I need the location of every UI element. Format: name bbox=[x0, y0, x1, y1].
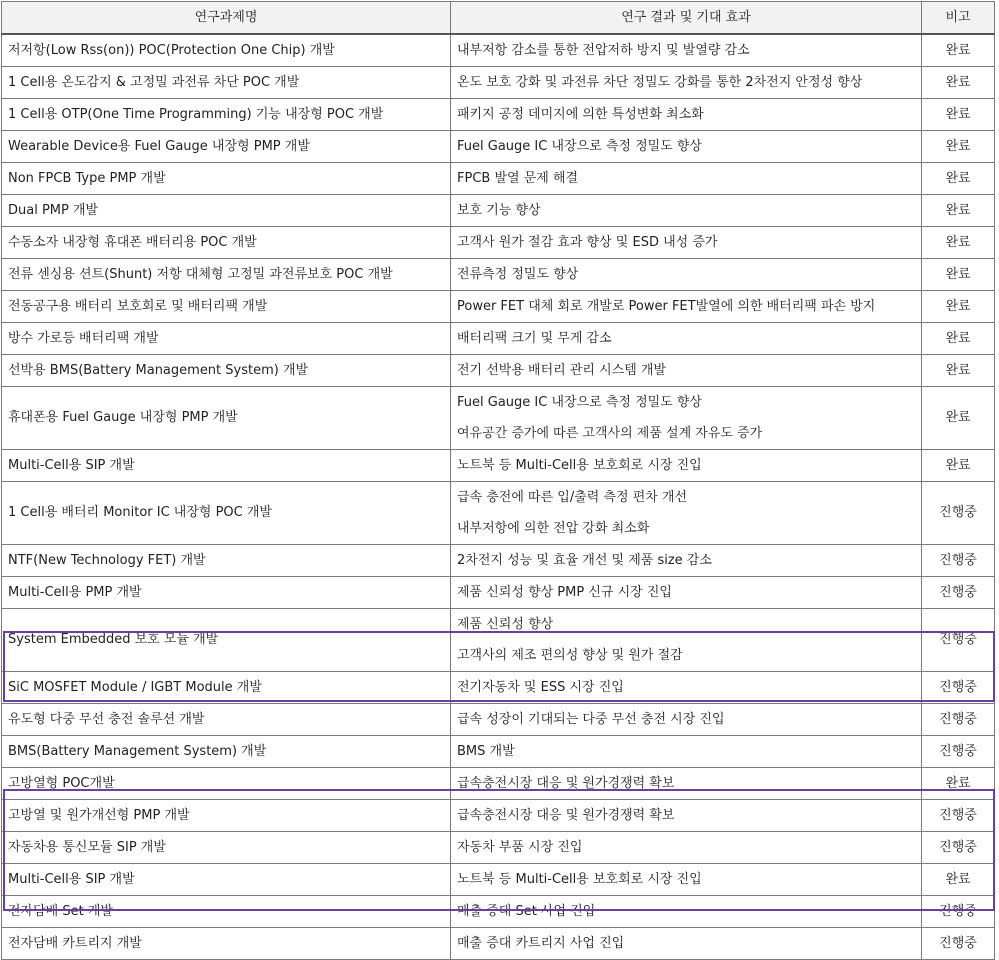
results-cell bbox=[451, 131, 922, 163]
result-line: 제품 신뢰성 향상 bbox=[457, 617, 554, 632]
project-name-cell: 수동소자 내장형 휴대폰 배터리용 POC 개발 bbox=[2, 227, 451, 259]
status-cell: 진행중 bbox=[922, 704, 995, 736]
table-row bbox=[2, 131, 995, 163]
result-line: 급속 충전에 따른 입/출력 측정 편차 개선 bbox=[457, 490, 688, 505]
result-line: Fuel Gauge IC 내장으로 측정 정밀도 향상 bbox=[457, 139, 702, 154]
results-cell bbox=[451, 800, 922, 832]
header-status: 비고 bbox=[922, 2, 995, 35]
project-name-cell: 전자담배 카트리지 개발 bbox=[2, 928, 451, 960]
results-cell bbox=[451, 227, 922, 259]
result-line: 내부저항에 의한 전압 강화 최소화 bbox=[457, 521, 650, 536]
table-row bbox=[2, 864, 995, 896]
table-row bbox=[2, 704, 995, 736]
status-cell: 진행중 bbox=[922, 928, 995, 960]
results-cell bbox=[451, 832, 922, 864]
table-row bbox=[2, 482, 995, 545]
status-cell: 완료 bbox=[922, 227, 995, 259]
status-cell: 완료 bbox=[922, 323, 995, 355]
results-cell bbox=[451, 291, 922, 323]
status-cell: 완료 bbox=[922, 195, 995, 227]
results-cell bbox=[451, 355, 922, 387]
status-cell: 완료 bbox=[922, 67, 995, 99]
results-cell bbox=[451, 896, 922, 928]
project-name-cell: Multi-Cell용 SIP 개발 bbox=[2, 450, 451, 482]
results-cell bbox=[451, 768, 922, 800]
result-line: 여유공간 증가에 따른 고객사의 제품 설계 자유도 증가 bbox=[457, 426, 763, 441]
header-project: 연구과제명 bbox=[2, 2, 451, 35]
status-cell: 진행중 bbox=[922, 545, 995, 577]
results-cell bbox=[451, 259, 922, 291]
result-line: 매출 증대 Set 사업 진입 bbox=[457, 904, 596, 919]
project-name-cell: Multi-Cell용 SIP 개발 bbox=[2, 864, 451, 896]
status-cell: 진행중 bbox=[922, 832, 995, 864]
project-name-cell: 전동공구용 배터리 보호회로 및 배터리팩 개발 bbox=[2, 291, 451, 323]
results-cell bbox=[451, 577, 922, 609]
project-name-cell: Non FPCB Type PMP 개발 bbox=[2, 163, 451, 195]
result-line: FPCB 발열 문제 해결 bbox=[457, 171, 579, 186]
project-name-cell: 전류 센싱용 션트(Shunt) 저항 대체형 고정밀 과전류보호 POC 개발 bbox=[2, 259, 451, 291]
status-cell: 완료 bbox=[922, 387, 995, 450]
result-line: 자동차 부품 시장 진입 bbox=[457, 840, 583, 855]
results-cell bbox=[451, 195, 922, 227]
status-cell: 완료 bbox=[922, 768, 995, 800]
table-row bbox=[2, 800, 995, 832]
project-name-cell: Wearable Device용 Fuel Gauge 내장형 PMP 개발 bbox=[2, 131, 451, 163]
results-cell bbox=[451, 928, 922, 960]
table-row bbox=[2, 67, 995, 99]
table-row bbox=[2, 450, 995, 482]
status-cell: 완료 bbox=[922, 355, 995, 387]
project-name-cell: System Embedded 보호 모듈 개발 bbox=[2, 609, 451, 672]
project-name-cell: 전자담배 Set 개발 bbox=[2, 896, 451, 928]
results-cell bbox=[451, 99, 922, 131]
project-name-cell: 1 Cell용 온도감지 & 고정밀 과전류 차단 POC 개발 bbox=[2, 67, 451, 99]
project-name-cell: BMS(Battery Management System) 개발 bbox=[2, 736, 451, 768]
results-cell bbox=[451, 609, 922, 672]
project-name-cell: SiC MOSFET Module / IGBT Module 개발 bbox=[2, 672, 451, 704]
status-cell: 완료 bbox=[922, 259, 995, 291]
result-line: 고객사 원가 절감 효과 향상 및 ESD 내성 증가 bbox=[457, 235, 718, 250]
project-name-cell: 방수 가로등 배터리팩 개발 bbox=[2, 323, 451, 355]
project-name-cell: 선박용 BMS(Battery Management System) 개발 bbox=[2, 355, 451, 387]
table-row bbox=[2, 323, 995, 355]
result-line: BMS 개발 bbox=[457, 744, 515, 759]
status-cell: 진행중 bbox=[922, 577, 995, 609]
status-cell: 완료 bbox=[922, 34, 995, 67]
project-name-cell: 1 Cell용 배터리 Monitor IC 내장형 POC 개발 bbox=[2, 482, 451, 545]
table-row bbox=[2, 163, 995, 195]
table-body bbox=[2, 34, 995, 960]
result-line: 노트북 등 Multi-Cell용 보호회로 시장 진입 bbox=[457, 872, 702, 887]
project-name-cell: 1 Cell용 OTP(One Time Programming) 기능 내장형 POC 개발 bbox=[2, 99, 451, 131]
results-cell bbox=[451, 864, 922, 896]
header-results: 연구 결과 및 기대 효과 bbox=[451, 2, 922, 35]
table-header bbox=[2, 2, 995, 35]
status-cell: 진행중 bbox=[922, 736, 995, 768]
result-line: 전류측정 정밀도 향상 bbox=[457, 267, 579, 282]
results-cell bbox=[451, 545, 922, 577]
table-row bbox=[2, 355, 995, 387]
status-cell: 진행중 bbox=[922, 800, 995, 832]
table-row bbox=[2, 832, 995, 864]
result-line: 급속충전시장 대응 및 원가경쟁력 확보 bbox=[457, 776, 675, 791]
table-row bbox=[2, 768, 995, 800]
results-cell bbox=[451, 34, 922, 67]
table-row bbox=[2, 291, 995, 323]
result-line: 급속 성장이 기대되는 다중 무선 충전 시장 진입 bbox=[457, 712, 725, 727]
results-cell bbox=[451, 736, 922, 768]
result-line: 매출 증대 카트리지 사업 진입 bbox=[457, 936, 625, 951]
result-line: 보호 기능 향상 bbox=[457, 203, 541, 218]
status-cell: 완료 bbox=[922, 864, 995, 896]
project-name-cell: 유도형 다중 무선 충전 솔루션 개발 bbox=[2, 704, 451, 736]
status-cell: 진행중 bbox=[922, 609, 995, 672]
results-cell bbox=[451, 67, 922, 99]
project-name-cell: 저저항(Low Rss(on)) POC(Protection One Chip) 개발 bbox=[2, 34, 451, 67]
table-row bbox=[2, 195, 995, 227]
status-cell: 완료 bbox=[922, 131, 995, 163]
project-name-cell: NTF(New Technology FET) 개발 bbox=[2, 545, 451, 577]
status-cell: 완료 bbox=[922, 450, 995, 482]
table-row bbox=[2, 736, 995, 768]
result-line: 배터리팩 크기 및 무게 감소 bbox=[457, 331, 612, 346]
results-cell bbox=[451, 323, 922, 355]
project-name-cell: 고방열 및 원가개선형 PMP 개발 bbox=[2, 800, 451, 832]
results-cell bbox=[451, 704, 922, 736]
results-cell bbox=[451, 482, 922, 545]
results-cell bbox=[451, 163, 922, 195]
table-row bbox=[2, 545, 995, 577]
table-row bbox=[2, 227, 995, 259]
header-row bbox=[2, 2, 995, 35]
table-row bbox=[2, 577, 995, 609]
table-row bbox=[2, 34, 995, 67]
results-cell bbox=[451, 672, 922, 704]
table-row bbox=[2, 896, 995, 928]
result-line: 온도 보호 강화 및 과전류 차단 정밀도 강화를 통한 2차전지 안정성 향상 bbox=[457, 75, 863, 90]
result-line: 내부저항 감소를 통한 전압저하 방지 및 발열량 감소 bbox=[457, 43, 750, 58]
project-name-cell: Dual PMP 개발 bbox=[2, 195, 451, 227]
results-cell bbox=[451, 450, 922, 482]
rnd-projects-table bbox=[1, 1, 995, 960]
table-row bbox=[2, 609, 995, 672]
table-row bbox=[2, 672, 995, 704]
status-cell: 완료 bbox=[922, 163, 995, 195]
result-line: 2차전지 성능 및 효율 개선 및 제품 size 감소 bbox=[457, 553, 712, 568]
result-line: 전기 선박용 배터리 관리 시스템 개발 bbox=[457, 363, 667, 378]
status-cell: 진행중 bbox=[922, 672, 995, 704]
result-line: 전기자동차 및 ESS 시장 진입 bbox=[457, 680, 624, 695]
results-cell bbox=[451, 387, 922, 450]
project-name-cell: 고방열형 POC개발 bbox=[2, 768, 451, 800]
status-cell: 완료 bbox=[922, 291, 995, 323]
status-cell: 진행중 bbox=[922, 482, 995, 545]
result-line: Fuel Gauge IC 내장으로 측정 정밀도 향상 bbox=[457, 395, 702, 410]
table-row bbox=[2, 387, 995, 450]
project-name-cell: 휴대폰용 Fuel Gauge 내장형 PMP 개발 bbox=[2, 387, 451, 450]
project-name-cell: 자동차용 통신모듈 SIP 개발 bbox=[2, 832, 451, 864]
result-line: 패키지 공정 데미지에 의한 특성변화 최소화 bbox=[457, 107, 704, 122]
status-cell: 완료 bbox=[922, 99, 995, 131]
table-row bbox=[2, 259, 995, 291]
result-line: Power FET 대체 회로 개발로 Power FET발열에 의한 배터리팩 파손 방지 bbox=[457, 299, 876, 314]
result-line: 고객사의 제조 편의성 향상 및 원가 절감 bbox=[457, 648, 683, 663]
table-row bbox=[2, 928, 995, 960]
table-row bbox=[2, 99, 995, 131]
result-line: 제품 신뢰성 향상 PMP 신규 시장 진입 bbox=[457, 585, 672, 600]
status-cell: 진행중 bbox=[922, 896, 995, 928]
result-line: 급속충전시장 대응 및 원가경쟁력 확보 bbox=[457, 808, 675, 823]
result-line: 노트북 등 Multi-Cell용 보호회로 시장 진입 bbox=[457, 458, 702, 473]
project-name-cell: Multi-Cell용 PMP 개발 bbox=[2, 577, 451, 609]
